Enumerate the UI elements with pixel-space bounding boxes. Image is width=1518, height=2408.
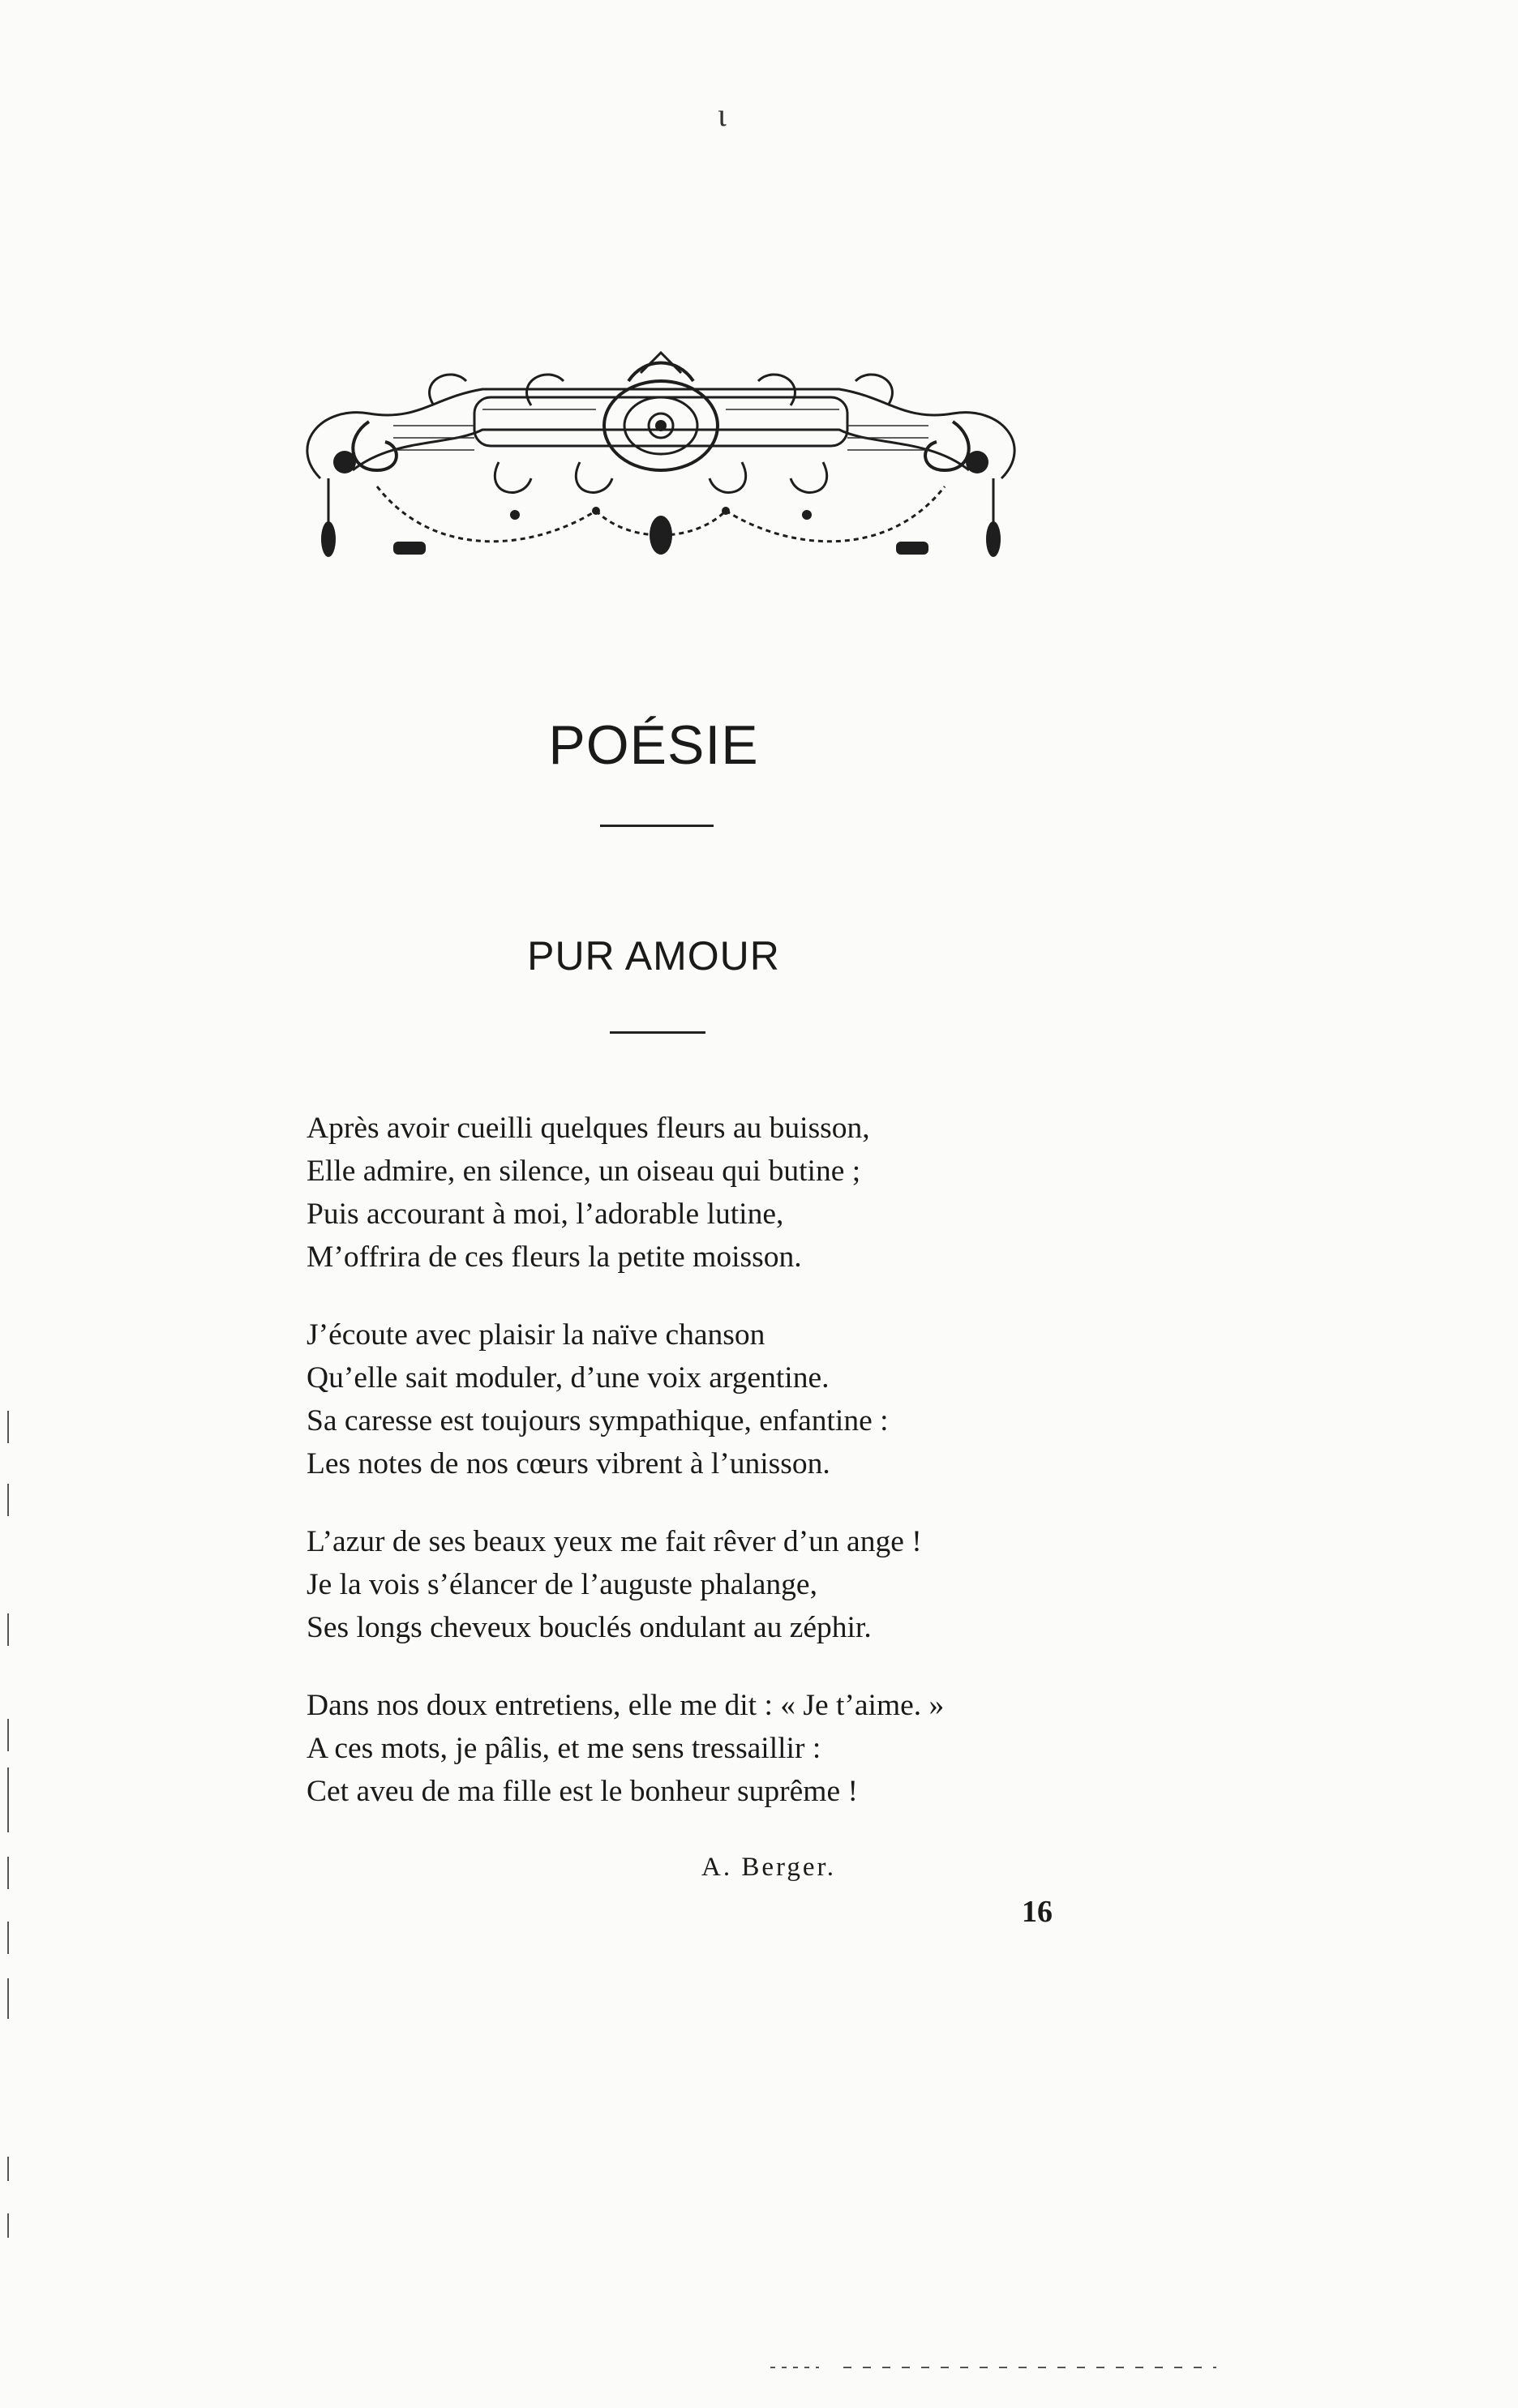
- poem-line: Dans nos doux entretiens, elle me dit : « Je t’aime. »: [307, 1689, 945, 1722]
- corner-mark: ι: [718, 96, 727, 133]
- poem-body: [307, 1107, 1117, 1848]
- poem-title: PUR AMOUR: [527, 933, 780, 979]
- poem-line: J’écoute avec plaisir la naïve chanson: [307, 1318, 765, 1352]
- stanza: [307, 1684, 1117, 1813]
- poem-line: L’azur de ses beaux yeux me fait rêver d’un ange !: [307, 1525, 922, 1558]
- stanza: [307, 1107, 1117, 1279]
- page-number: 16: [1022, 1895, 1053, 1929]
- poem-title-rule: [610, 1031, 705, 1034]
- poem-line: Qu’elle sait moduler, d’une voix argentine.: [307, 1361, 830, 1395]
- poem-line: A ces mots, je pâlis, et me sens tressaillir :: [307, 1732, 821, 1765]
- stanza: [307, 1313, 1117, 1485]
- poem-line: Je la vois s’élancer de l’auguste phalange,: [307, 1568, 817, 1601]
- poem-line: M’offrira de ces fleurs la petite moisson.: [307, 1240, 802, 1274]
- poem-line: Sa caresse est toujours sympathique, enfantine :: [307, 1404, 889, 1438]
- author-signature: A. Berger.: [701, 1853, 836, 1882]
- poem-line: Puis accourant à moi, l’adorable lutine,: [307, 1198, 784, 1231]
- stanza: [307, 1520, 1117, 1649]
- title-rule: [600, 825, 714, 827]
- poem-line: Elle admire, en silence, un oiseau qui butine ;: [307, 1155, 861, 1188]
- poem-line: Après avoir cueilli quelques fleurs au buisson,: [307, 1112, 870, 1145]
- baroque-headpiece-ornament: [272, 349, 1050, 592]
- poem-line: Cet aveu de ma fille est le bonheur suprême !: [307, 1775, 858, 1808]
- poem-line: Ses longs cheveux bouclés ondulant au zéphir.: [307, 1611, 872, 1644]
- section-title: POÉSIE: [548, 714, 759, 776]
- poem-line: Les notes de nos cœurs vibrent à l’unisson.: [307, 1447, 830, 1480]
